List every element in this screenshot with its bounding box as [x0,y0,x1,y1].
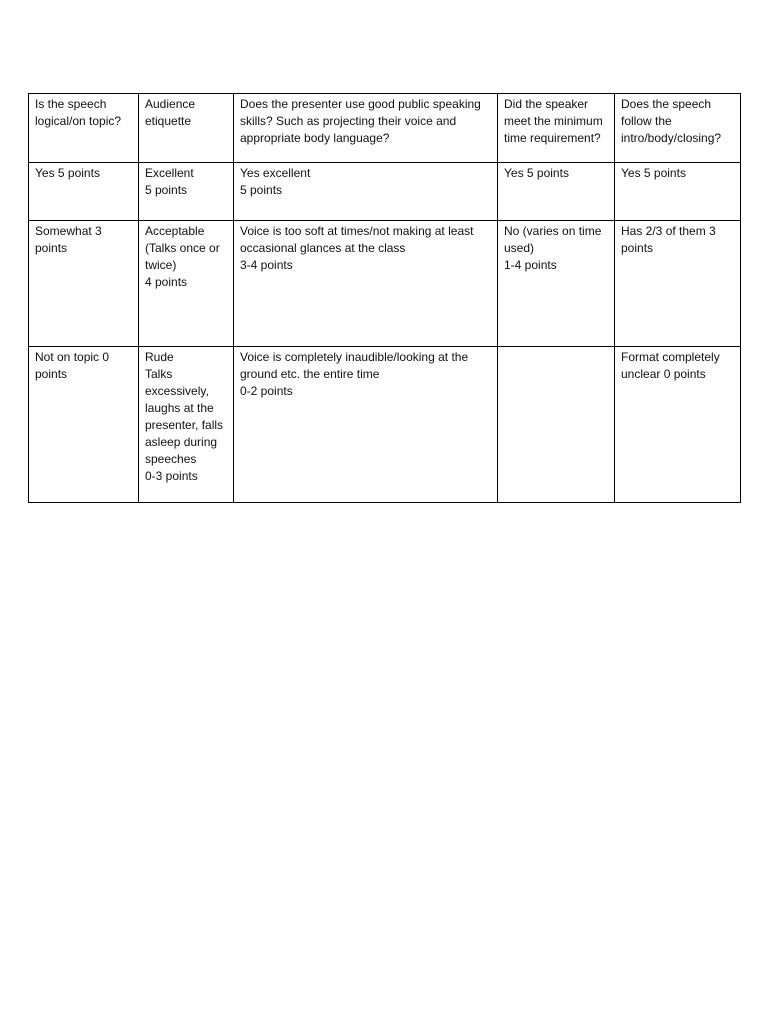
table-cell: Voice is completely inaudible/looking at the ground etc. the entire time 0-2 points [234,347,498,503]
table-cell: Somewhat 3 points [29,221,139,347]
table-cell: Yes excellent 5 points [234,163,498,221]
table-cell: Yes 5 points [498,163,615,221]
table-cell: Yes 5 points [615,163,741,221]
table-cell: No (varies on time used) 1-4 points [498,221,615,347]
table-row [29,347,741,503]
table-cell [498,347,615,503]
table-row [29,221,741,347]
header-time-requirement: Did the speaker meet the minimum time requirement? [498,94,615,163]
header-structure: Does the speech follow the intro/body/closing? [615,94,741,163]
table-cell: Voice is too soft at times/not making at least occasional glances at the class 3-4 points [234,221,498,347]
header-logical-topic: Is the speech logical/on topic? [29,94,139,163]
table-cell: Excellent 5 points [139,163,234,221]
table-cell: Acceptable (Talks once or twice) 4 points [139,221,234,347]
table-cell: Yes 5 points [29,163,139,221]
rubric-table [28,93,741,503]
table-row [29,163,741,221]
table-cell: Has 2/3 of them 3 points [615,221,741,347]
table-cell: Rude Talks excessively, laughs at the presenter, falls asleep during speeches 0-3 points [139,347,234,503]
header-audience-etiquette: Audience etiquette [139,94,234,163]
table-cell: Format completely unclear 0 points [615,347,741,503]
header-row [29,94,741,163]
header-public-speaking: Does the presenter use good public speaking skills? Such as projecting their voice and appropriate body language? [234,94,498,163]
table-cell: Not on topic 0 points [29,347,139,503]
